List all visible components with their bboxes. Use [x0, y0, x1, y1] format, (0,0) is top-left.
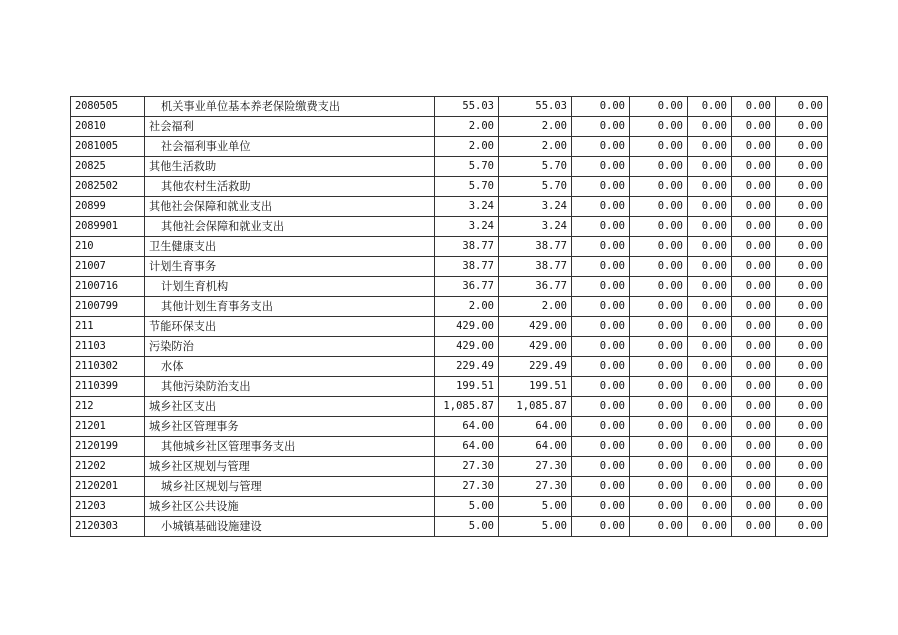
row-name: 其他生活救助: [145, 157, 435, 177]
table-row: [71, 197, 828, 217]
row-value-5: 0.00: [688, 397, 732, 417]
row-value-4: 0.00: [630, 117, 688, 137]
row-code: 21007: [71, 257, 145, 277]
row-value-7: 0.00: [776, 377, 828, 397]
row-code: 21203: [71, 497, 145, 517]
row-code: 2110302: [71, 357, 145, 377]
row-value-5: 0.00: [688, 277, 732, 297]
row-value-2: 2.00: [499, 137, 572, 157]
row-value-5: 0.00: [688, 497, 732, 517]
row-value-6: 0.00: [732, 297, 776, 317]
row-value-5: 0.00: [688, 457, 732, 477]
row-code: 2082502: [71, 177, 145, 197]
row-value-1: 199.51: [435, 377, 499, 397]
budget-table: [70, 96, 828, 537]
table-row: [71, 397, 828, 417]
row-name: 水体: [145, 357, 435, 377]
row-value-2: 5.70: [499, 177, 572, 197]
row-value-4: 0.00: [630, 257, 688, 277]
row-code: 2110399: [71, 377, 145, 397]
row-value-4: 0.00: [630, 277, 688, 297]
row-value-7: 0.00: [776, 297, 828, 317]
table-row: [71, 177, 828, 197]
row-value-3: 0.00: [572, 197, 630, 217]
row-value-3: 0.00: [572, 137, 630, 157]
row-code: 2120303: [71, 517, 145, 537]
row-value-7: 0.00: [776, 237, 828, 257]
row-value-6: 0.00: [732, 177, 776, 197]
row-value-6: 0.00: [732, 257, 776, 277]
row-value-1: 5.70: [435, 177, 499, 197]
row-value-7: 0.00: [776, 117, 828, 137]
row-value-6: 0.00: [732, 417, 776, 437]
table-row: [71, 237, 828, 257]
row-value-4: 0.00: [630, 337, 688, 357]
row-value-6: 0.00: [732, 277, 776, 297]
table-row: [71, 437, 828, 457]
row-value-2: 27.30: [499, 477, 572, 497]
row-value-7: 0.00: [776, 417, 828, 437]
row-value-6: 0.00: [732, 497, 776, 517]
row-value-1: 38.77: [435, 237, 499, 257]
row-value-6: 0.00: [732, 437, 776, 457]
row-value-4: 0.00: [630, 317, 688, 337]
row-value-2: 2.00: [499, 297, 572, 317]
row-value-2: 199.51: [499, 377, 572, 397]
row-value-6: 0.00: [732, 337, 776, 357]
row-value-7: 0.00: [776, 277, 828, 297]
row-code: 2100716: [71, 277, 145, 297]
row-value-3: 0.00: [572, 397, 630, 417]
row-value-3: 0.00: [572, 317, 630, 337]
row-value-5: 0.00: [688, 257, 732, 277]
row-value-4: 0.00: [630, 437, 688, 457]
row-value-2: 3.24: [499, 197, 572, 217]
row-code: 2081005: [71, 137, 145, 157]
table-row: [71, 157, 828, 177]
row-name: 其他农村生活救助: [145, 177, 435, 197]
row-value-6: 0.00: [732, 357, 776, 377]
row-value-7: 0.00: [776, 217, 828, 237]
row-value-6: 0.00: [732, 117, 776, 137]
row-value-5: 0.00: [688, 177, 732, 197]
table-row: [71, 457, 828, 477]
row-value-3: 0.00: [572, 297, 630, 317]
table-row: [71, 337, 828, 357]
row-value-2: 27.30: [499, 457, 572, 477]
row-value-5: 0.00: [688, 317, 732, 337]
row-value-3: 0.00: [572, 337, 630, 357]
row-value-3: 0.00: [572, 157, 630, 177]
row-value-5: 0.00: [688, 137, 732, 157]
row-value-3: 0.00: [572, 477, 630, 497]
row-value-3: 0.00: [572, 97, 630, 117]
row-value-5: 0.00: [688, 157, 732, 177]
row-value-7: 0.00: [776, 497, 828, 517]
row-value-6: 0.00: [732, 237, 776, 257]
row-name: 城乡社区公共设施: [145, 497, 435, 517]
row-name: 其他计划生育事务支出: [145, 297, 435, 317]
row-value-4: 0.00: [630, 457, 688, 477]
row-value-1: 3.24: [435, 197, 499, 217]
row-value-5: 0.00: [688, 477, 732, 497]
row-code: 21201: [71, 417, 145, 437]
table-row: [71, 277, 828, 297]
row-value-1: 5.00: [435, 497, 499, 517]
table-row: [71, 117, 828, 137]
row-value-5: 0.00: [688, 217, 732, 237]
row-value-3: 0.00: [572, 497, 630, 517]
row-value-4: 0.00: [630, 217, 688, 237]
row-name: 节能环保支出: [145, 317, 435, 337]
row-value-3: 0.00: [572, 457, 630, 477]
row-value-4: 0.00: [630, 377, 688, 397]
table-row: [71, 257, 828, 277]
table-row: [71, 417, 828, 437]
row-code: 2089901: [71, 217, 145, 237]
row-value-1: 2.00: [435, 297, 499, 317]
row-value-4: 0.00: [630, 137, 688, 157]
table-row: [71, 297, 828, 317]
row-value-4: 0.00: [630, 397, 688, 417]
row-code: 20810: [71, 117, 145, 137]
row-name: 社会福利: [145, 117, 435, 137]
row-value-5: 0.00: [688, 517, 732, 537]
row-value-2: 1,085.87: [499, 397, 572, 417]
table-row: [71, 377, 828, 397]
row-value-4: 0.00: [630, 517, 688, 537]
row-value-5: 0.00: [688, 417, 732, 437]
row-code: 20825: [71, 157, 145, 177]
row-value-7: 0.00: [776, 437, 828, 457]
row-code: 2120201: [71, 477, 145, 497]
row-value-3: 0.00: [572, 277, 630, 297]
row-value-1: 3.24: [435, 217, 499, 237]
row-value-1: 64.00: [435, 437, 499, 457]
row-name: 其他污染防治支出: [145, 377, 435, 397]
row-value-1: 27.30: [435, 477, 499, 497]
row-value-7: 0.00: [776, 257, 828, 277]
row-value-2: 36.77: [499, 277, 572, 297]
row-value-4: 0.00: [630, 477, 688, 497]
row-value-2: 5.00: [499, 517, 572, 537]
row-value-5: 0.00: [688, 197, 732, 217]
row-value-2: 5.00: [499, 497, 572, 517]
row-value-4: 0.00: [630, 157, 688, 177]
row-value-2: 229.49: [499, 357, 572, 377]
row-value-7: 0.00: [776, 97, 828, 117]
row-value-3: 0.00: [572, 437, 630, 457]
row-value-1: 36.77: [435, 277, 499, 297]
row-code: 211: [71, 317, 145, 337]
row-value-6: 0.00: [732, 97, 776, 117]
row-value-7: 0.00: [776, 457, 828, 477]
row-value-2: 3.24: [499, 217, 572, 237]
row-code: 212: [71, 397, 145, 417]
row-value-5: 0.00: [688, 437, 732, 457]
row-value-6: 0.00: [732, 397, 776, 417]
row-value-5: 0.00: [688, 117, 732, 137]
row-value-5: 0.00: [688, 97, 732, 117]
row-value-7: 0.00: [776, 477, 828, 497]
table-body: [71, 97, 828, 537]
row-name: 其他城乡社区管理事务支出: [145, 437, 435, 457]
row-value-4: 0.00: [630, 237, 688, 257]
row-value-3: 0.00: [572, 237, 630, 257]
row-name: 污染防治: [145, 337, 435, 357]
row-value-2: 64.00: [499, 437, 572, 457]
row-code: 210: [71, 237, 145, 257]
row-name: 计划生育机构: [145, 277, 435, 297]
row-value-1: 2.00: [435, 137, 499, 157]
row-value-1: 1,085.87: [435, 397, 499, 417]
row-value-7: 0.00: [776, 397, 828, 417]
row-name: 卫生健康支出: [145, 237, 435, 257]
table-row: [71, 497, 828, 517]
row-value-6: 0.00: [732, 137, 776, 157]
row-code: 21103: [71, 337, 145, 357]
row-name: 城乡社区规划与管理: [145, 457, 435, 477]
row-value-2: 2.00: [499, 117, 572, 137]
row-code: 20899: [71, 197, 145, 217]
row-name: 其他社会保障和就业支出: [145, 197, 435, 217]
row-value-4: 0.00: [630, 97, 688, 117]
row-value-3: 0.00: [572, 257, 630, 277]
row-value-5: 0.00: [688, 237, 732, 257]
row-value-1: 5.70: [435, 157, 499, 177]
budget-table-page: [70, 96, 827, 537]
row-value-2: 429.00: [499, 337, 572, 357]
table-row: [71, 137, 828, 157]
row-value-3: 0.00: [572, 357, 630, 377]
table-row: [71, 357, 828, 377]
row-code: 2120199: [71, 437, 145, 457]
row-name: 城乡社区支出: [145, 397, 435, 417]
row-value-1: 2.00: [435, 117, 499, 137]
row-value-6: 0.00: [732, 157, 776, 177]
row-value-3: 0.00: [572, 417, 630, 437]
row-name: 小城镇基础设施建设: [145, 517, 435, 537]
row-value-3: 0.00: [572, 517, 630, 537]
row-value-4: 0.00: [630, 357, 688, 377]
row-value-5: 0.00: [688, 337, 732, 357]
row-code: 2100799: [71, 297, 145, 317]
row-value-6: 0.00: [732, 457, 776, 477]
row-value-1: 64.00: [435, 417, 499, 437]
row-value-7: 0.00: [776, 337, 828, 357]
row-value-4: 0.00: [630, 177, 688, 197]
row-value-6: 0.00: [732, 517, 776, 537]
row-value-4: 0.00: [630, 297, 688, 317]
row-value-6: 0.00: [732, 377, 776, 397]
row-name: 机关事业单位基本养老保险缴费支出: [145, 97, 435, 117]
row-value-5: 0.00: [688, 377, 732, 397]
row-value-3: 0.00: [572, 217, 630, 237]
row-name: 社会福利事业单位: [145, 137, 435, 157]
row-value-7: 0.00: [776, 357, 828, 377]
row-value-3: 0.00: [572, 377, 630, 397]
row-value-4: 0.00: [630, 417, 688, 437]
row-name: 城乡社区管理事务: [145, 417, 435, 437]
row-value-3: 0.00: [572, 177, 630, 197]
row-value-5: 0.00: [688, 297, 732, 317]
row-value-1: 5.00: [435, 517, 499, 537]
row-value-1: 229.49: [435, 357, 499, 377]
row-name: 其他社会保障和就业支出: [145, 217, 435, 237]
row-value-7: 0.00: [776, 197, 828, 217]
row-code: 2080505: [71, 97, 145, 117]
row-value-1: 429.00: [435, 317, 499, 337]
row-value-1: 27.30: [435, 457, 499, 477]
row-value-6: 0.00: [732, 217, 776, 237]
row-value-6: 0.00: [732, 317, 776, 337]
table-row: [71, 477, 828, 497]
row-value-2: 429.00: [499, 317, 572, 337]
row-name: 计划生育事务: [145, 257, 435, 277]
row-value-7: 0.00: [776, 137, 828, 157]
table-row: [71, 317, 828, 337]
row-value-2: 64.00: [499, 417, 572, 437]
row-code: 21202: [71, 457, 145, 477]
row-value-2: 55.03: [499, 97, 572, 117]
row-value-3: 0.00: [572, 117, 630, 137]
row-value-2: 38.77: [499, 257, 572, 277]
row-value-2: 38.77: [499, 237, 572, 257]
row-value-7: 0.00: [776, 177, 828, 197]
row-value-4: 0.00: [630, 197, 688, 217]
row-value-7: 0.00: [776, 157, 828, 177]
row-value-2: 5.70: [499, 157, 572, 177]
row-value-1: 55.03: [435, 97, 499, 117]
table-row: [71, 517, 828, 537]
row-value-5: 0.00: [688, 357, 732, 377]
row-value-6: 0.00: [732, 197, 776, 217]
table-row: [71, 97, 828, 117]
row-value-4: 0.00: [630, 497, 688, 517]
row-value-7: 0.00: [776, 517, 828, 537]
row-value-7: 0.00: [776, 317, 828, 337]
table-row: [71, 217, 828, 237]
row-name: 城乡社区规划与管理: [145, 477, 435, 497]
row-value-1: 38.77: [435, 257, 499, 277]
row-value-6: 0.00: [732, 477, 776, 497]
row-value-1: 429.00: [435, 337, 499, 357]
